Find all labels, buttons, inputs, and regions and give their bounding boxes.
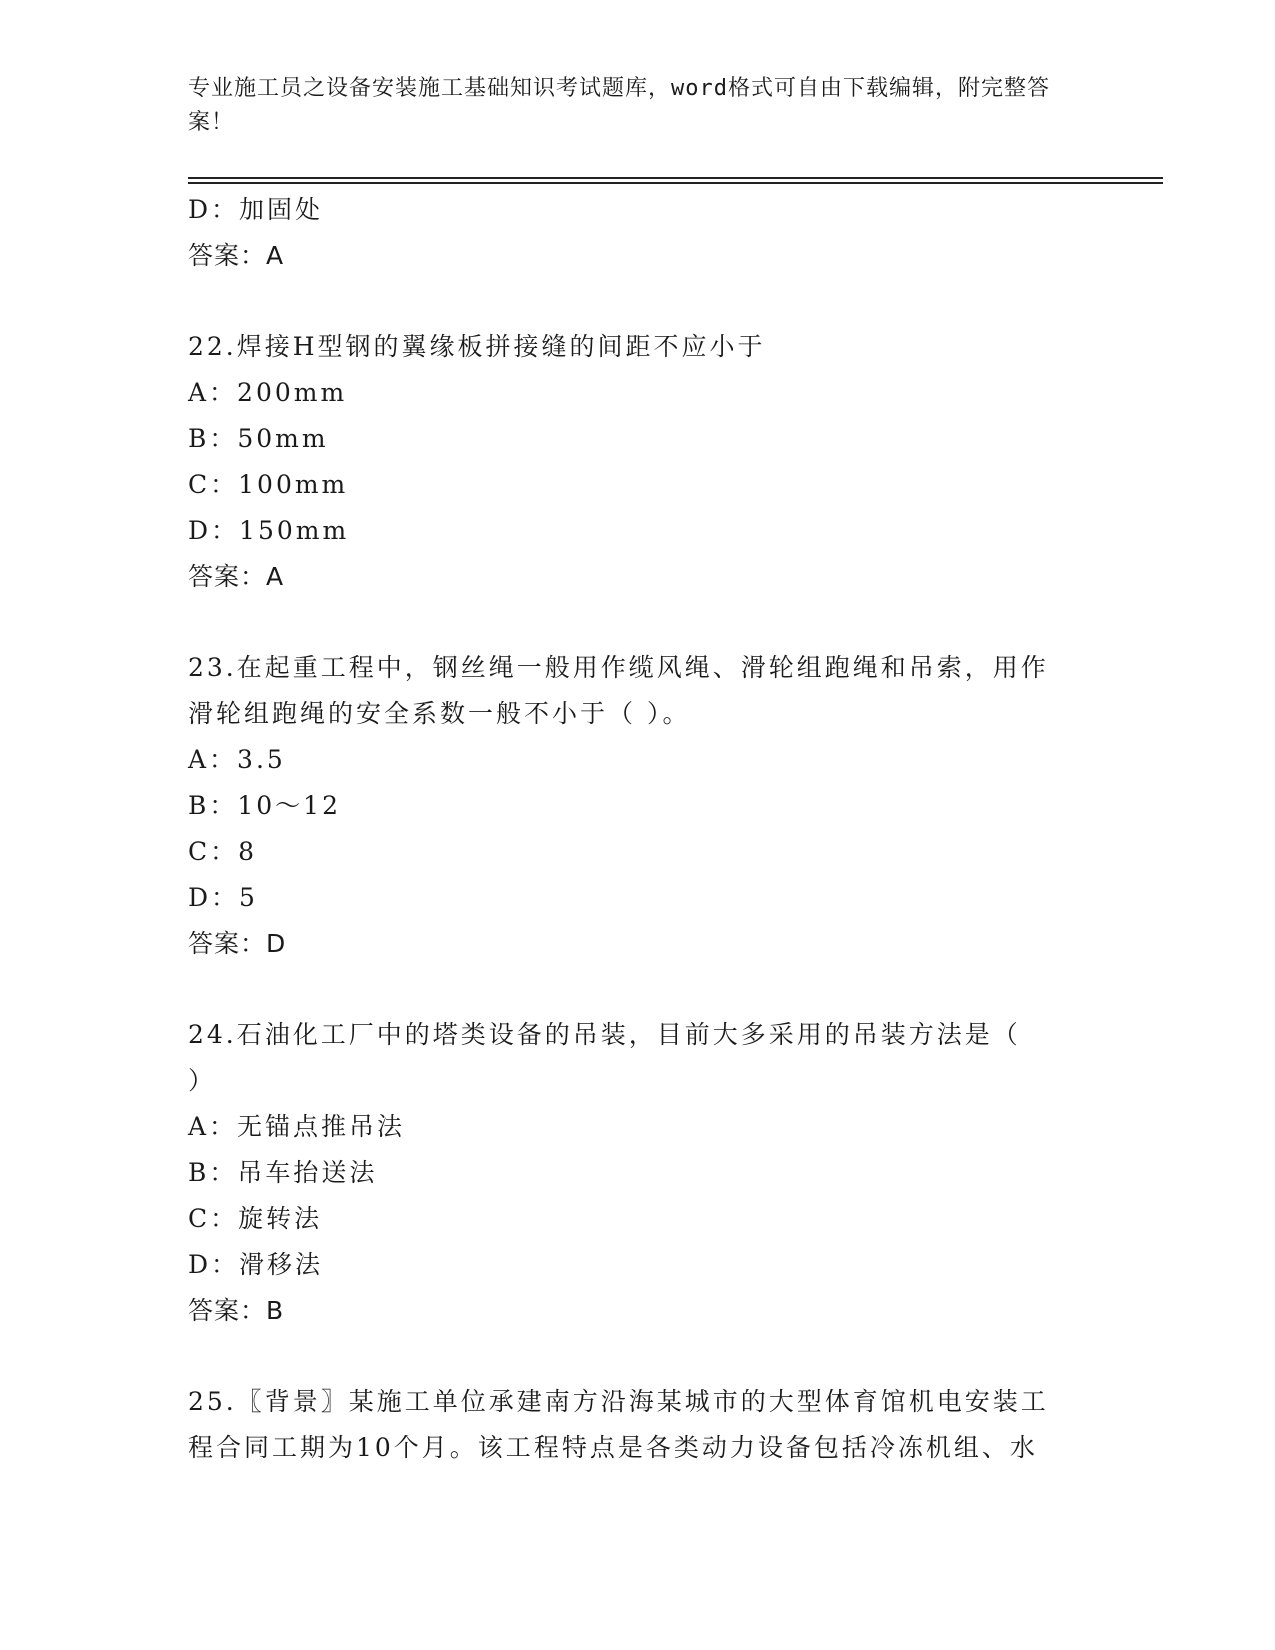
option-a: A：200mm (188, 378, 348, 407)
question-25 (188, 1379, 1088, 1471)
option-c: C：8 (188, 837, 258, 866)
answer-line: 答案：B (188, 1296, 285, 1325)
question-list (188, 187, 1088, 1471)
option-c: C：100mm (188, 470, 349, 499)
option-d: D：5 (188, 883, 258, 912)
option-d: D：150mm (188, 516, 350, 545)
option-b: B：50mm (188, 424, 329, 453)
question-stem-line-1: 25.〖背景〗某施工单位承建南方沿海某城市的大型体育馆机电安装工 (188, 1387, 1049, 1416)
question-23 (188, 645, 1088, 967)
question-21-tail (188, 187, 1088, 279)
question-stem: 22.焊接H型钢的翼缘板拼接缝的间距不应小于 (188, 332, 766, 361)
option-a: A：3.5 (188, 745, 286, 774)
answer-line: 答案：D (188, 929, 287, 958)
option-d: D：滑移法 (188, 1250, 324, 1279)
header-divider-top (188, 177, 1163, 179)
option-c: C：旋转法 (188, 1204, 323, 1233)
question-stem-line-1: 24.石油化工厂中的塔类设备的吊装，目前大多采用的吊装方法是（ (188, 1020, 1021, 1049)
question-stem-line-2: 程合同工期为10个月。该工程特点是各类动力设备包括冷冻机组、水 (188, 1433, 1038, 1462)
answer-line: 答案：A (188, 241, 285, 270)
question-stem-line-2: ） (188, 1066, 217, 1095)
question-24 (188, 1012, 1088, 1334)
question-stem-line-1: 23.在起重工程中，钢丝绳一般用作缆风绳、滑轮组跑绳和吊索，用作 (188, 653, 1049, 682)
answer-line: 答案：A (188, 562, 285, 591)
option-a: A：无锚点推吊法 (188, 1112, 406, 1141)
option-d: D：加固处 (188, 195, 324, 224)
question-22 (188, 324, 1088, 600)
header-divider-bottom (188, 182, 1163, 184)
page-header: 专业施工员之设备安装施工基础知识考试题库，word格式可自由下载编辑，附完整答案！ (188, 76, 1050, 135)
option-b: B：10～12 (188, 791, 341, 820)
option-b: B：吊车抬送法 (188, 1158, 378, 1187)
question-stem-line-2: 滑轮组跑绳的安全系数一般不小于（ ）。 (188, 699, 691, 728)
